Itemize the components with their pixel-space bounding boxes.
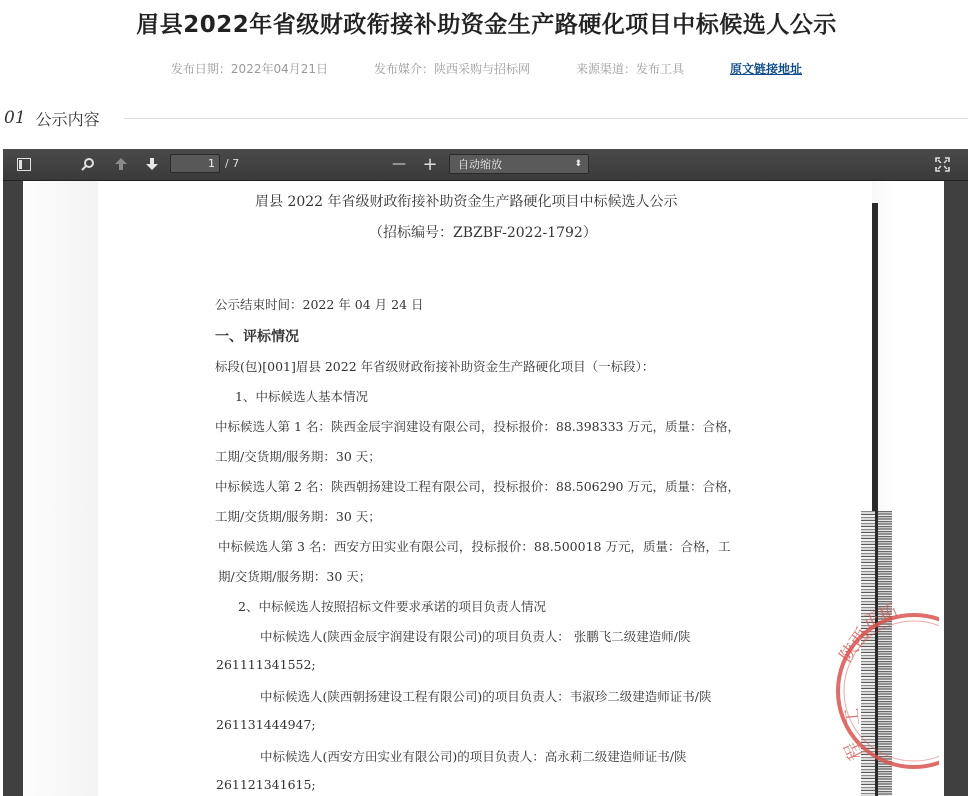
- meta-row: [0, 60, 973, 77]
- doc-line: 261131444947;: [216, 717, 316, 732]
- search-icon[interactable]: [77, 153, 99, 175]
- doc-line: 中标候选人第 2 名：陕西朝扬建设工程有限公司，投标报价：88.506290 万元，质量：合格，: [215, 479, 740, 494]
- official-seal-icon: [819, 596, 939, 771]
- original-link[interactable]: 原文链接地址: [730, 62, 803, 76]
- section-divider: [124, 118, 968, 119]
- publish-date: 发布日期：2022年04月21日: [170, 62, 329, 76]
- zoom-in-button[interactable]: +: [422, 153, 438, 175]
- page-title: 眉县2022年省级财政衔接补助资金生产路硬化项目中标候选人公示: [136, 12, 837, 38]
- doc-line: 工期/交货期/服务期：30 天；: [215, 449, 381, 464]
- svg-text:工: 工: [841, 706, 864, 727]
- doc-line: 工期/交货期/服务期：30 天；: [215, 509, 381, 524]
- fullscreen-icon[interactable]: [931, 153, 953, 175]
- pdf-viewer: [3, 149, 968, 796]
- doc-subheading: 2、中标候选人按照招标文件要求承诺的项目负责人情况: [238, 599, 546, 614]
- chevron-updown-icon: ⬍: [574, 159, 582, 169]
- doc-line: 期/交货期/服务期：30 天；: [218, 569, 372, 584]
- zoom-value: 自动缩放: [458, 158, 502, 171]
- doc-line: 261111341552;: [216, 657, 316, 672]
- doc-subheading: 1、中标候选人基本情况: [235, 389, 368, 404]
- svg-text:正拓: 正拓: [859, 600, 901, 635]
- pdf-page: [23, 181, 944, 796]
- next-page-icon[interactable]: [141, 153, 163, 175]
- source-channel: 来源渠道：发布工具: [576, 62, 685, 76]
- doc-title: 眉县 2022 年省级财政衔接补助资金生产路硬化项目中标候选人公示: [255, 194, 678, 210]
- page-total: / 7: [225, 157, 240, 170]
- pdf-toolbar: [3, 149, 968, 181]
- doc-bid-number: （招标编号：ZBZBF-2022-1792）: [369, 225, 597, 241]
- doc-line: 中标候选人(陕西金辰宇润建设有限公司)的项目负责人： 张鹏飞二级建造师/陕: [260, 629, 691, 644]
- scan-shadow: [23, 181, 98, 796]
- doc-line: 中标候选人第 3 名：西安方田实业有限公司，投标报价：88.500018 万元，质量：合格，工: [218, 539, 731, 554]
- previous-page-icon[interactable]: [110, 153, 132, 175]
- zoom-out-button[interactable]: —: [392, 156, 406, 172]
- zoom-select[interactable]: [449, 154, 589, 174]
- doc-end-time: 公示结束时间：2022 年 04 月 24 日: [215, 297, 424, 312]
- page-number-input[interactable]: 1: [170, 154, 220, 173]
- doc-line: 中标候选人(陕西朝扬建设工程有限公司)的项目负责人：韦淑珍二级建造师证书/陕: [260, 689, 712, 704]
- svg-text:程: 程: [840, 738, 868, 764]
- doc-heading: 一、评标情况: [215, 329, 299, 345]
- pdf-page-container: [23, 181, 944, 796]
- doc-line: 261121341615;: [216, 777, 316, 792]
- doc-line: 中标候选人(西安方田实业有限公司)的项目负责人：高永莉二级建造师证书/陕: [260, 749, 687, 764]
- section-label: 公示内容: [35, 109, 100, 129]
- section-number: 01: [4, 108, 26, 128]
- sidebar-toggle-icon[interactable]: [13, 153, 35, 175]
- section-heading: [4, 106, 968, 130]
- doc-line: 中标候选人第 1 名：陕西金辰宇润建设有限公司，投标报价：88.398333 万元，质量：合格，: [215, 419, 740, 434]
- doc-lot: 标段(包)[001]眉县 2022 年省级财政衔接补助资金生产路硬化项目（一标段）：: [215, 359, 655, 374]
- publish-media: 发布媒介：陕西采购与招标网: [374, 62, 531, 76]
- svg-text:陕西: 陕西: [835, 624, 874, 667]
